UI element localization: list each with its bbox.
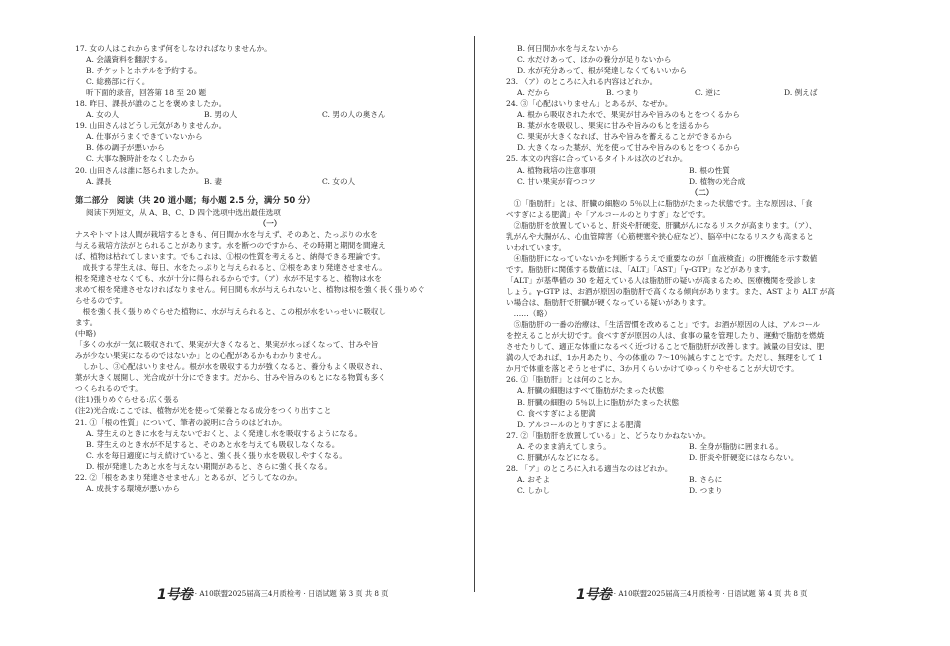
q25-option-d: D. 植物の光合成 (689, 176, 746, 186)
passage-1-label: （一） (258, 218, 282, 228)
question-line: B. 体の調子が悪いから (86, 143, 165, 153)
q18-option-c: C. 男の人の奥さん (322, 110, 386, 120)
q27-options-row-2 (506, 452, 898, 463)
passage-line: ます。 (75, 318, 98, 328)
q27-stem: 27. ②「脂肪肝を放置している」と、どうなりかねないか。 (506, 430, 711, 440)
q26-option-a: A. 肝臓の細胞はすべて脂肪がたまった状態 (517, 386, 664, 396)
passage-line: です。脂肪肝に関係する数値には、「ALT」「AST」「γ-GTP」などがあります。 (506, 264, 776, 274)
question-line: A. 仕事がうまくできていないから (86, 132, 203, 142)
passage-line: 根を発達させなくても、水が十分に得られるからです。（ア）水が不足すると、植物は水を (75, 273, 382, 283)
question-line: 19. 山田さんはどうし元気がありませんか。 (75, 121, 227, 131)
question-line: C. 総務部に行く。 (86, 77, 150, 87)
passage-line: 求めて根を発達させなければなりません。何日間も水が与えられないと、植物は根を強く長く張りめぐ (75, 284, 425, 294)
question-line: A. 会議資料を翻訳する。 (86, 55, 173, 65)
passage-1 (75, 229, 465, 417)
page-4-footer (576, 584, 807, 604)
q23-option-b: B. つまり (606, 88, 640, 98)
q26-option-c: C. 食べすぎによる肥満 (517, 408, 596, 418)
q23-option-d: D. 例えば (784, 88, 818, 98)
passage-line: (注1)張りめぐらせる:広く張る (75, 395, 180, 405)
question-line: C. 大事な腕時計をなくしたから (86, 154, 196, 164)
q18-options (75, 109, 465, 120)
section-title: 第二部分 阅读（共 20 道小题；每小题 2.5 分，满分 50 分） (75, 194, 315, 205)
page-3-content (75, 43, 465, 494)
q23-option-a: A. だから (517, 88, 551, 98)
passage-line: ……（略） (506, 309, 552, 319)
passage-line: 「多くの水が一気に吸収されて、果実が大きくなると、果実が水っぽくなって、甘みや旨 (75, 340, 379, 350)
q24-option-a: A. 根から吸収された水で、果実が甘みや旨みのもとをつくるから (517, 110, 740, 120)
q21-option-b: B. 芽生えのとき水が不足すると、そのあと水を与えても吸収しなくなる。 (86, 439, 340, 449)
question-line: B. チケットとホテルを予約する。 (86, 66, 202, 76)
passage-line: ②脂肪肝を放置していると、肝炎や肝硬変、肝臓がんになるリスクが高まります。（ア）、 (506, 220, 817, 230)
q25-stem: 25. 本文の内容に合っているタイトルは次のどれか。 (506, 154, 688, 164)
passage-line: ⑤脂肪肝の一番の治療は、「生活習慣を改めること」です。お酒が原因の人は、アルコール (506, 320, 821, 330)
page-3-footer (157, 584, 388, 604)
page-divider (474, 36, 475, 592)
passage-line: しょう。γ-GTP は、お酒が原因の脂肪肝で高くなる傾向があります。また、AST より ALT が高 (506, 287, 835, 297)
passage-line: させたりして、適正な体重になるべく近づけることで脂肪肝が改善します。減量の目安は、肥 (506, 342, 825, 352)
passage-line: ナスやトマトは人間が栽培するときも、何日間か水を与えず、そのあと、たっぷりの水を (75, 229, 378, 239)
passage-line: ば、植物は枯れてしまいます。でもこれは、①根の性質を考えると、納得できる理論です。 (75, 251, 386, 261)
q22-option-b: B. 何日間か水を与えないから (517, 44, 619, 53)
q25-option-a: A. 植物栽培の注意事項 (517, 165, 596, 175)
q25-option-b: B. 根の性質 (689, 165, 730, 175)
passage-line: 根を強く長く張りめぐらせた植物に、水が与えられると、この根が水をいっせいに吸収し (75, 307, 387, 317)
q21-option-a: A. 芽生えのときに水を与えないでおくと、よく発達し水を吸収するようになる。 (86, 428, 363, 438)
q28-options-row-1 (506, 474, 898, 485)
q26-stem: 26. ①「脂肪肝」とは何のことか。 (506, 375, 627, 385)
question-line: 听下面的录音，回答第 18 至 20 题 (86, 88, 207, 98)
q20-option-c: C. 女の人 (322, 176, 356, 186)
page-3 (0, 0, 474, 646)
passage-line: 「ALT」が基準値の 30 を超えている人は脂肪肝の疑いが高まるため、医療機関を受診しま (506, 275, 817, 285)
passage-2-label: （二） (690, 187, 714, 197)
q25-options-row-2 (506, 176, 898, 187)
passage-line: いわれています。 (506, 242, 567, 252)
q20-option-a: A. 課長 (86, 176, 112, 186)
passage-line: 成長する芽生えは、毎日、水をたっぷりと与えられると、②根をあまり発達させません。 (75, 262, 387, 272)
page-4 (476, 0, 950, 646)
q27-option-b: B. 全身が脂肪に囲まれる。 (689, 441, 783, 451)
q22-option-d: D. 水が充分あって、根が発達しなくてもいいから (517, 66, 687, 76)
q24-option-b: B. 葉が水を吸収し、果実に甘みや旨みのもとを送るから (517, 121, 710, 131)
passage-line: 乳がんや大腸がん、心血管障害（心筋梗塞や狭心症など）、脳卒中になるリスクも高まると (506, 231, 814, 241)
q28-stem: 28. 「ア」のところに入れる適当なのはどれか。 (506, 463, 673, 473)
q21-stem: 21. ①「根の性質」について、筆者の説明に合うのはどれか。 (75, 417, 287, 427)
q24-option-d: D. 大きくなった葉が、光を使って甘みや旨みのもとをつくるから (517, 143, 741, 153)
q28-options-row-2 (506, 485, 898, 496)
q25-option-c: C. 甘い果実が育つコツ (517, 176, 596, 186)
passage-line: い場合は、脂肪肝で肝臓が硬くなっている疑いがあります。 (506, 298, 711, 308)
brand-logo: 1号卷 (576, 587, 611, 603)
passage-line: べすぎによる肥満」や「アルコールのとりすぎ」などです。 (506, 209, 710, 219)
passage-line: 葉が大きく展開し、光合成が十分にできます。だから、甘みや旨みのもとになる物質も多く (75, 373, 386, 383)
q22-stem: 22. ②「根をあまり発達させません」とあるが、どうしてなのか。 (75, 472, 303, 482)
passage-line: つくられるのです。 (75, 384, 143, 394)
passage-line: か月で体重を落とそうとせずに、3か月くらいかけてゆっくりやせることが大切です。 (506, 364, 799, 374)
question-line: 18. 昨日、課長が誰のことを褒めましたか。 (75, 99, 227, 109)
q24-option-c: C. 果実が大きくなれば、甘みや旨みを蓄えることができるから (517, 132, 733, 142)
passage-line: 与える栽培方法がとられることがあります。水を断つのですから、その時期と期間を間違え (75, 240, 386, 250)
brand-logo: 1号卷 (157, 587, 192, 603)
q23-option-c: C. 逆に (695, 88, 721, 98)
passage-line: を控えることが大切です。食べすぎが原因の人は、食事の量を管理したり、運動で脂肪を燃焼 (506, 331, 825, 341)
q28-option-b: B. さらに (689, 474, 723, 484)
q23-options (506, 87, 898, 98)
page-4-content (506, 43, 898, 496)
q22-option-a: A. 成長する環境が悪いから (86, 483, 180, 493)
passage-line: らせるのです。 (75, 295, 128, 305)
q18-option-a: A. 女の人 (86, 110, 120, 120)
footer-text: · A10联盟2025届高三4月质检考 · 日语试题 第 4 页 共 8 页 (613, 589, 808, 598)
q25-options-row-1 (506, 165, 898, 176)
q20-options (75, 176, 465, 187)
passage-2 (506, 198, 898, 375)
section-instructions: 阅读下列短文，从 A、B、C、D 四个选项中选出最佳选项 (86, 207, 281, 217)
q27-option-a: A. そのまま消えてしまう。 (517, 441, 611, 451)
question-line: 17. 女の人はこれからまず何をしなければなりませんか。 (75, 44, 272, 53)
passage-line: ④脂肪肝になっていないかを判断するうえで重要なのが「血液検査」の肝機能を示す数値 (506, 253, 818, 263)
q28-option-d: D. つまり (689, 485, 723, 495)
q21-option-c: C. 水を毎日適度に与え続けていると、強く長く張り水を吸収しやすくなる。 (86, 450, 347, 460)
passage-line: ①「脂肪肝」とは、肝臓の細胞の 5％以上に脂肪がたまった状態です。主な原因は、「食 (506, 198, 813, 208)
footer-text: · A10联盟2025届高三4月质检考 · 日语试题 第 3 页 共 8 页 (194, 589, 389, 598)
q28-option-c: C. しかし (517, 485, 551, 495)
q27-option-d: D. 肝炎や肝硬変にはならない。 (689, 452, 799, 462)
q27-option-c: C. 肝臓がんなどになる。 (517, 452, 604, 462)
passage-line: しかし、③心配はいりません。根が水を吸収する力が強くなると、養分もよく吸収され、 (75, 362, 388, 372)
q22-option-c: C. 水だけあって、ほかの養分が足りないから (517, 55, 672, 65)
q20-option-b: B. 妻 (204, 176, 223, 186)
passage-line: みが少ない果実になるのではないか」との心配があるかもわかりません。 (75, 351, 327, 361)
q24-stem: 24. ③「心配はいりません」とあるが、なぜか。 (506, 99, 673, 109)
q18-option-b: B. 男の人 (204, 110, 238, 120)
passage-line: (中略) (75, 329, 97, 339)
question-line: 20. 山田さんは誰に怒られましたか。 (75, 165, 204, 175)
q27-options-row-1 (506, 441, 898, 452)
q26-option-b: B. 肝臓の細胞の 5％以上に脂肪がたまった状態 (517, 397, 679, 407)
q28-option-a: A. おそよ (517, 474, 551, 484)
q26-option-d: D. アルコールのとりすぎによる肥満 (517, 419, 642, 429)
q23-stem: 23. （ア）のところに入れる内容はどれか。 (506, 77, 658, 87)
q21-option-d: D. 根が発達したあと水を与えない期間があると、さらに強く長くなる。 (86, 461, 333, 471)
passage-line: (注2)光合成:ここでは、植物が光を使って栄養となる成分をつくり出すこと (75, 406, 332, 416)
passage-line: 満の人であれば、1か月あたり、今の体重の 7～10％減らすことです。ただし、無理をして 1 (506, 353, 823, 363)
